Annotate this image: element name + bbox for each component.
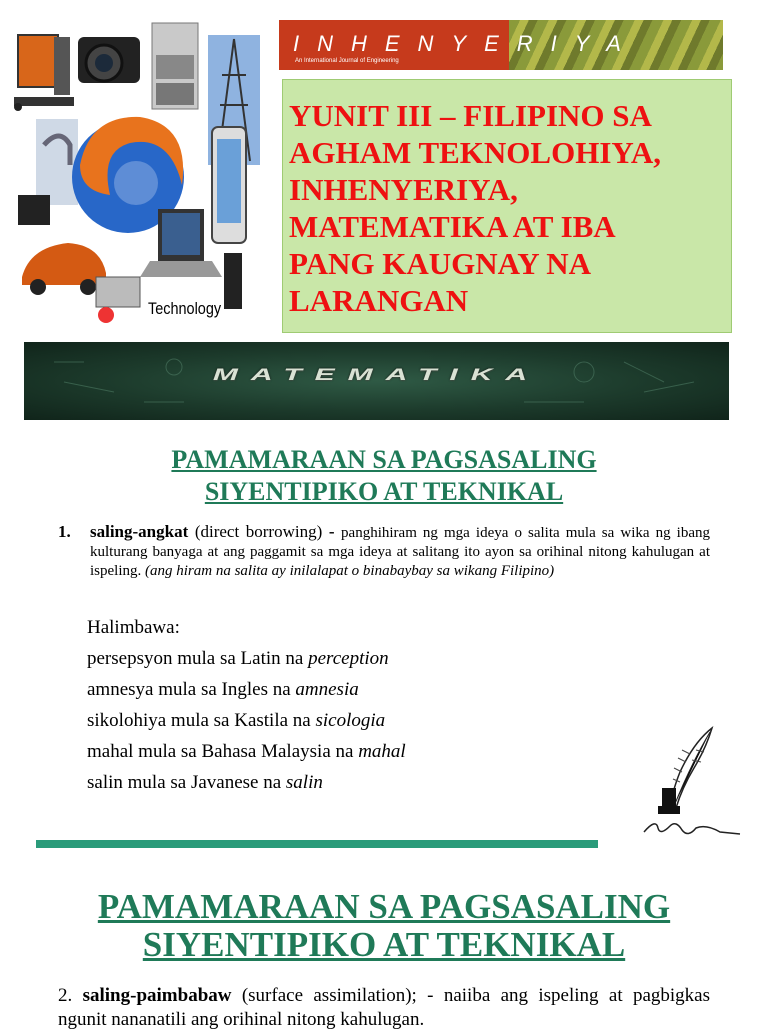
- quill-pen-icon: [636, 722, 748, 846]
- examples-list: [87, 612, 406, 798]
- quill-graphic: [636, 722, 748, 846]
- list-number: 2.: [58, 985, 83, 1006]
- unit-title-line: LARANGAN: [289, 283, 469, 318]
- example-source: salin: [285, 772, 323, 793]
- unit-title-line: AGHAM TEKNOLOHIYA,: [289, 135, 662, 170]
- example-source: mahal: [358, 741, 406, 762]
- list-number: 1.: [58, 522, 71, 541]
- examples-label: Halimbawa:: [87, 617, 180, 638]
- example-source: amnesia: [295, 679, 359, 700]
- example-word: salin mula sa Javanese na: [87, 772, 286, 793]
- term-definition: panghihiram ng mga ideya o salita mula sa wika ng ibang kulturang banyaga at ang paggamit sa mga ideya at salitang ito ayon sa orihinal nitong kahulugan at ispeling.: [90, 525, 710, 579]
- example-item: [87, 674, 406, 705]
- example-item: [87, 736, 406, 767]
- section-divider: [36, 840, 598, 848]
- term-note: (ang hiram na salita ay inilalapat o binabaybay sa wikang Filipino): [145, 563, 555, 579]
- unit-title-line: YUNIT III – FILIPINO SA: [289, 98, 652, 133]
- section-heading-line: SIYENTIPIKO AT TEKNIKAL: [142, 925, 626, 964]
- term-saling-paimbabaw: saling-paimbabaw: [82, 985, 232, 1006]
- matematika-banner: [24, 342, 729, 420]
- example-word: mahal mula sa Bahasa Malaysia na: [87, 741, 359, 762]
- term-translation: (direct borrowing): [188, 522, 329, 541]
- example-source: perception: [308, 648, 389, 669]
- example-item: [87, 705, 406, 736]
- example-word: amnesya mula sa Ingles na: [87, 679, 296, 700]
- term-saling-angkat: saling-angkat: [90, 522, 189, 541]
- list-item-saling-angkat: [58, 522, 710, 581]
- list-item-body: [90, 522, 710, 581]
- example-word: sikolohiya mula sa Kastila na: [87, 710, 316, 731]
- term-definition: (surface assimilation); - naiiba ang ispeling at pagbigkas ngunit nananatili ang orihinal nitong kahulugan.: [58, 985, 710, 1030]
- example-item: [87, 767, 406, 798]
- section-heading-line: PAMAMARAAN SA PAGSASALING: [97, 887, 671, 926]
- list-item-saling-paimbabaw: [58, 984, 710, 1032]
- example-item: [87, 643, 406, 674]
- technology-collage-graphic: [10, 15, 265, 330]
- example-source: sicologia: [315, 710, 386, 731]
- banner-subtitle: An International Journal of Engineering: [295, 58, 399, 64]
- banner-title: INHENYERIYA: [293, 31, 639, 56]
- technology-collage: [10, 15, 265, 330]
- unit-title-line: PANG KAUGNAY NA: [289, 246, 591, 281]
- section-heading-line: PAMAMARAAN SA PAGSASALING: [171, 445, 597, 474]
- unit-title-box: [282, 79, 732, 333]
- unit-title-line: INHENYERIYA,: [289, 172, 518, 207]
- inhenyeriya-banner: [279, 20, 723, 70]
- section-heading: [0, 888, 768, 964]
- unit-title-line: MATEMATIKA AT IBA: [289, 209, 616, 244]
- section-heading: [0, 444, 768, 508]
- section-heading-line: SIYENTIPIKO AT TEKNIKAL: [204, 477, 564, 506]
- technology-caption: Technology: [148, 299, 222, 318]
- example-word: persepsyon mula sa Latin na: [87, 648, 309, 669]
- term-dash: -: [328, 522, 342, 541]
- matematika-word: MATEMATIKA: [212, 365, 541, 384]
